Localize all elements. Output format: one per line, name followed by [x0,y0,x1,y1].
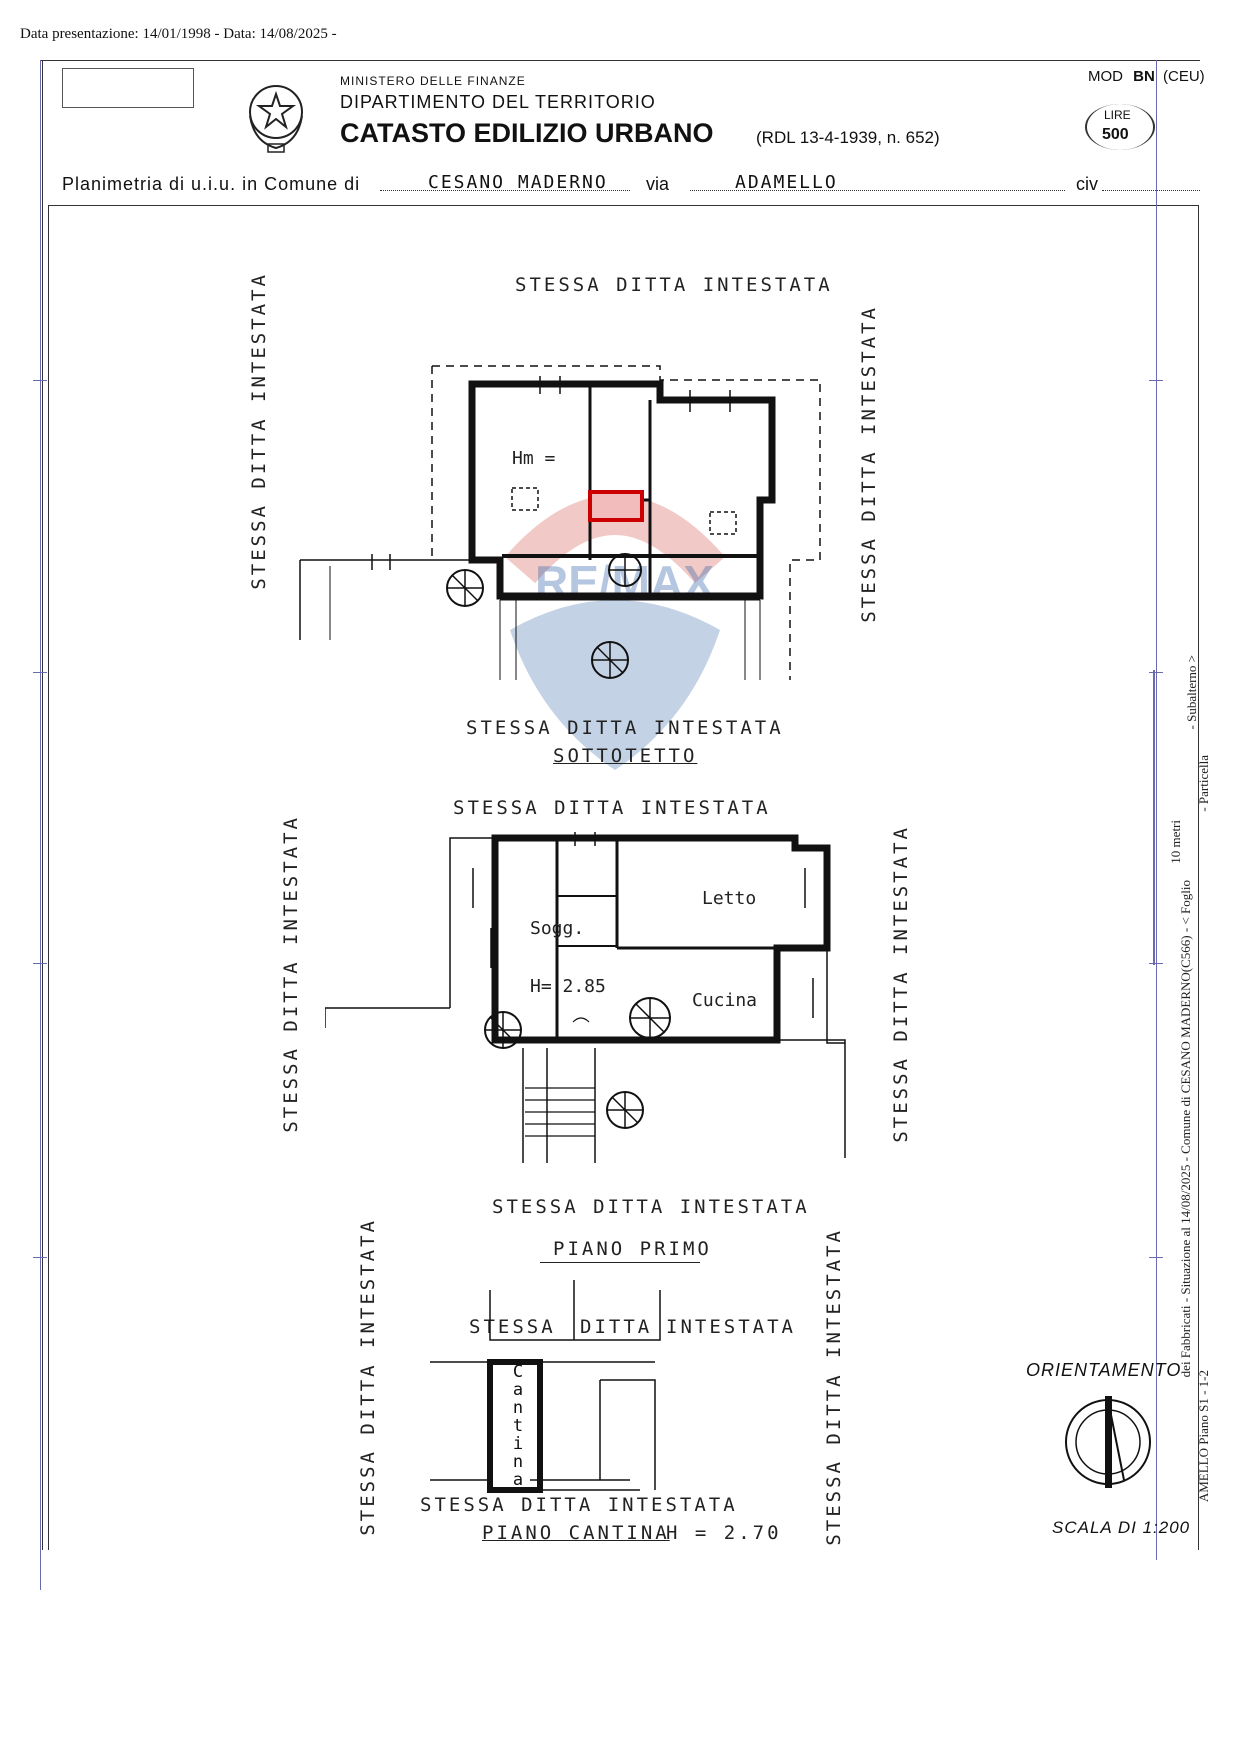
department-label: DIPARTIMENTO DEL TERRITORIO [340,92,656,112]
document-header-line: Data presentazione: 14/01/1998 - Data: 14/08/2025 - [20,26,337,42]
scale-bar-label: 10 metri [1168,820,1183,864]
floor-title-cantina: PIANO CANTINA [482,1522,670,1544]
neighbor-label-primo-top: STESSA DITTA INTESTATA [453,797,771,819]
civ-label: civ [1076,174,1098,194]
civ-underline [1102,190,1200,191]
room-soggiorno-height: H= 2.85 [530,976,606,997]
sottotetto-height-label: Hm = [512,448,556,469]
frame-left-inner [48,205,49,1550]
neighbor-label-primo-right: STESSA DITTA INTESTATA [890,825,912,1143]
room-cucina: Cucina [692,990,758,1011]
stamp-value: 500 [1102,126,1129,143]
guide-tick [1149,672,1163,673]
guide-tick [1149,963,1163,964]
comune-value: CESANO MADERNO [428,172,608,193]
form-title: CATASTO EDILIZIO URBANO [340,118,714,148]
neighbor-label-primo-bottom: STESSA DITTA INTESTATA [492,1196,810,1218]
guide-tick [1149,380,1163,381]
floor-title-primo-underline [540,1262,700,1263]
neighbor-label-cantina-left: STESSA DITTA INTESTATA [357,1218,379,1536]
room-letto: Letto [702,888,757,909]
frame-plan-top [48,205,1198,206]
neighbor-label-cantina-bottom: STESSA DITTA INTESTATA [420,1494,738,1516]
scale-label: SCALA DI 1:200 [1052,1518,1191,1537]
frame-top [40,60,1200,61]
model-code: BN [1133,68,1155,85]
republic-emblem-icon [244,76,308,156]
frame-left [42,60,43,1550]
stamp-currency: LIRE [1104,108,1131,122]
frame-right [1198,205,1199,1550]
via-label: via [646,174,670,194]
plan-piano-cantina [430,1280,730,1500]
stamp-box [62,68,194,108]
neighbor-label-top: STESSA DITTA INTESTATA [515,274,833,296]
plan-piano-primo [325,828,865,1168]
plan-sottotetto [290,360,850,690]
north-arrow-icon [1060,1392,1160,1492]
side-note-line3: - Particella [1196,755,1211,812]
guide-tick [1149,1257,1163,1258]
guide-tick [33,380,47,381]
guide-tick [33,672,47,673]
side-note-line2: AMELLO Piano S1 - 1-2 [1196,1370,1211,1503]
guide-tick [33,1257,47,1258]
side-note-line4: - Subalterno > [1184,655,1199,730]
law-reference: (RDL 13-4-1939, n. 652) [756,128,940,147]
neighbor-label-right: STESSA DITTA INTESTATA [858,305,880,623]
model-label [1088,68,1205,85]
neighbor-label-sottotetto-bottom: STESSA DITTA INTESTATA [466,717,784,739]
floor-title-sottotetto: SOTTOTETTO [553,745,698,767]
orientation-label: ORIENTAMENTO [1026,1360,1182,1380]
neighbor-label-cantina-a: STESSA [469,1316,556,1338]
scale-bar [1153,670,1155,965]
room-soggiorno: Sogg. [530,918,585,939]
floor-title-primo: PIANO PRIMO [553,1238,712,1260]
model-prefix: MOD [1088,68,1123,85]
side-note-line1: dei Fabbricati - Situazione al 14/08/2025 - Comune di CESANO MADERNO(C566) - < Foglio [1178,880,1193,1378]
via-value: ADAMELLO [735,172,838,193]
planimetry-prefix: Planimetria di u.i.u. in Comune di [62,174,361,194]
guide-left [40,60,41,1590]
neighbor-label-primo-left: STESSA DITTA INTESTATA [280,815,302,1133]
guide-right [1156,60,1157,1560]
neighbor-label-cantina-b: DITTA [580,1316,653,1338]
neighbor-label-left: STESSA DITTA INTESTATA [248,272,270,590]
ministry-label: MINISTERO DELLE FINANZE [340,74,526,88]
neighbor-label-cantina-right: STESSA DITTA INTESTATA [823,1228,845,1546]
room-cantina: Cantina [508,1362,528,1488]
model-suffix: (CEU) [1163,68,1205,85]
guide-tick [33,963,47,964]
watermark-text: RE/MAX [535,556,714,608]
floor-height-cantina: H = 2.70 [666,1522,782,1544]
neighbor-label-cantina-c: INTESTATA [666,1316,796,1338]
